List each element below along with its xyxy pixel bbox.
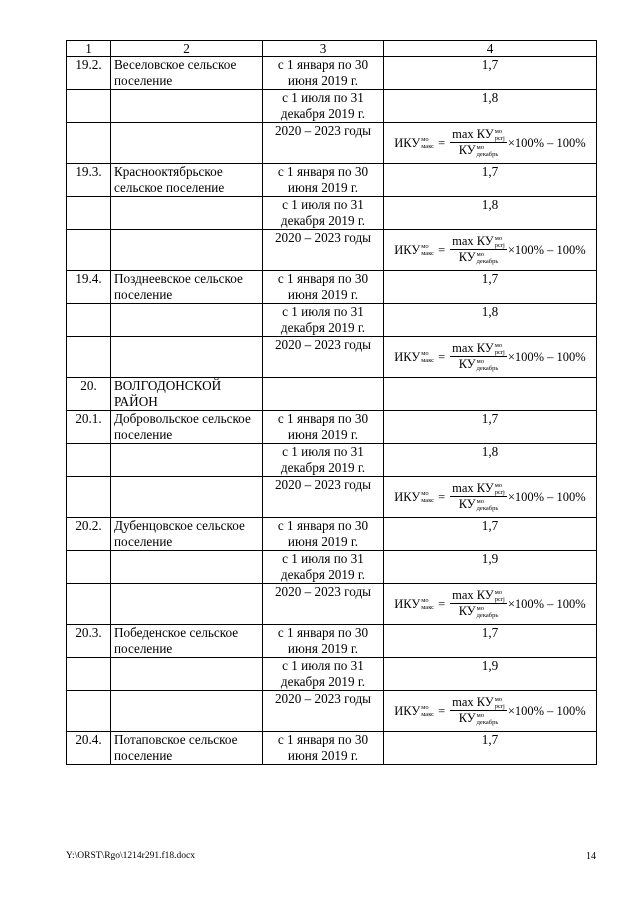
- period-cell: с 1 июля по 31 декабря 2019 г.: [263, 444, 384, 477]
- period-cell: 2020 – 2023 годы: [263, 584, 384, 625]
- iku-formula: [387, 481, 593, 512]
- municipality-cell: [111, 337, 263, 378]
- denominator-text: КУ: [458, 497, 476, 512]
- formula-equals: =: [438, 703, 446, 718]
- superscript: мо: [476, 144, 484, 152]
- formula-lhs: ИКУ: [394, 703, 421, 718]
- row-number-cell: [67, 230, 111, 271]
- formula-lhs: ИКУ: [394, 596, 421, 611]
- row-number-cell: [67, 123, 111, 164]
- subscript: pcrj: [494, 349, 505, 357]
- index-group: [421, 136, 434, 150]
- table-row: [67, 57, 597, 90]
- value-cell: [384, 584, 597, 625]
- value-cell: 1,9: [384, 551, 597, 584]
- row-number-cell: [67, 691, 111, 732]
- header-cell: 1: [67, 41, 111, 57]
- formula-fraction: [450, 481, 507, 512]
- period-cell: с 1 июля по 31 декабря 2019 г.: [263, 551, 384, 584]
- value-cell: 1,7: [384, 57, 597, 90]
- subscript: декабрь: [476, 365, 499, 373]
- subscript: макс: [421, 496, 435, 504]
- header-row: [67, 41, 597, 57]
- period-cell: с 1 июля по 31 декабря 2019 г.: [263, 90, 384, 123]
- row-number-cell: 20.4.: [67, 732, 111, 765]
- index-group: [477, 358, 499, 372]
- numerator-text: max КУ: [452, 341, 494, 355]
- row-number-cell: [67, 444, 111, 477]
- formula-fraction: [450, 234, 507, 265]
- index-group: [477, 712, 499, 726]
- period-cell: с 1 июля по 31 декабря 2019 г.: [263, 197, 384, 230]
- formula-numerator: [450, 234, 507, 250]
- formula-equals: =: [438, 596, 446, 611]
- value-cell: 1,8: [384, 197, 597, 230]
- value-cell: 1,8: [384, 304, 597, 337]
- formula-fraction: [450, 127, 507, 158]
- superscript: мо: [494, 589, 503, 597]
- municipality-cell: Победенское сельское поселение: [111, 625, 263, 658]
- value-cell: [384, 123, 597, 164]
- period-cell: 2020 – 2023 годы: [263, 123, 384, 164]
- denominator-text: КУ: [458, 357, 476, 372]
- formula-tail: ×100% – 100%: [507, 242, 586, 257]
- period-cell: 2020 – 2023 годы: [263, 337, 384, 378]
- row-number-cell: 20.3.: [67, 625, 111, 658]
- formula-fraction: [450, 341, 507, 372]
- table-row: [67, 90, 597, 123]
- table-row: [67, 518, 597, 551]
- formula-lhs: ИКУ: [394, 135, 421, 150]
- index-group: [477, 498, 499, 512]
- table-row: [67, 411, 597, 444]
- formula-tail: ×100% – 100%: [507, 703, 586, 718]
- header-cell: 2: [111, 41, 263, 57]
- table-row: [67, 304, 597, 337]
- subscript: pcrj: [494, 135, 505, 143]
- row-number-cell: 20.1.: [67, 411, 111, 444]
- subscript: декабрь: [476, 258, 499, 266]
- municipality-cell: Потаповское сельское поселение: [111, 732, 263, 765]
- row-number-cell: [67, 658, 111, 691]
- formula-numerator: [450, 588, 507, 604]
- formula-lhs: ИКУ: [394, 242, 421, 257]
- superscript: мо: [421, 489, 429, 497]
- formula-lhs: ИКУ: [394, 489, 421, 504]
- municipality-cell: [111, 230, 263, 271]
- subscript: pcrj: [494, 242, 505, 250]
- row-number-cell: 19.2.: [67, 57, 111, 90]
- period-cell: [263, 378, 384, 411]
- formula-fraction: [450, 695, 507, 726]
- table-row: [67, 444, 597, 477]
- municipality-cell: ВОЛГОДОНСКОЙ РАЙОН: [111, 378, 263, 411]
- period-cell: с 1 июля по 31 декабря 2019 г.: [263, 304, 384, 337]
- table-row: [67, 732, 597, 765]
- superscript: мо: [494, 128, 503, 136]
- subscript: макс: [421, 249, 435, 257]
- subscript: декабрь: [476, 151, 499, 159]
- period-cell: 2020 – 2023 годы: [263, 230, 384, 271]
- formula-numerator: [450, 695, 507, 711]
- superscript: мо: [421, 596, 429, 604]
- value-cell: 1,7: [384, 732, 597, 765]
- table-row: [67, 625, 597, 658]
- period-cell: 2020 – 2023 годы: [263, 691, 384, 732]
- value-cell: [384, 230, 597, 271]
- value-cell: 1,7: [384, 271, 597, 304]
- index-group: [495, 342, 505, 356]
- superscript: мо: [421, 242, 429, 250]
- period-cell: с 1 января по 30 июня 2019 г.: [263, 518, 384, 551]
- superscript: мо: [476, 498, 484, 506]
- superscript: мо: [476, 712, 484, 720]
- subscript: pcrj: [494, 596, 505, 604]
- value-cell: 1,7: [384, 164, 597, 197]
- value-cell: 1,8: [384, 90, 597, 123]
- formula-equals: =: [438, 135, 446, 150]
- period-cell: с 1 января по 30 июня 2019 г.: [263, 411, 384, 444]
- index-group: [421, 490, 434, 504]
- superscript: мо: [494, 696, 503, 704]
- superscript: мо: [476, 251, 484, 259]
- formula-equals: =: [438, 489, 446, 504]
- formula-row: [67, 230, 597, 271]
- denominator-text: КУ: [458, 604, 476, 619]
- subscript: макс: [421, 710, 435, 718]
- formula-lhs: ИКУ: [394, 349, 421, 364]
- formula-denominator: [457, 711, 501, 726]
- value-cell: [384, 477, 597, 518]
- formula-fraction: [450, 588, 507, 619]
- formula-equals: =: [438, 242, 446, 257]
- iku-formula: [387, 695, 593, 726]
- table-row: [67, 197, 597, 230]
- municipality-cell: [111, 477, 263, 518]
- row-number-cell: [67, 197, 111, 230]
- formula-row: [67, 337, 597, 378]
- municipality-cell: [111, 123, 263, 164]
- header-cell: 4: [384, 41, 597, 57]
- numerator-text: max КУ: [452, 127, 494, 141]
- municipality-cell: Позднеевское сельское поселение: [111, 271, 263, 304]
- row-number-cell: [67, 90, 111, 123]
- municipality-cell: [111, 658, 263, 691]
- row-number-cell: 19.3.: [67, 164, 111, 197]
- superscript: мо: [494, 482, 503, 490]
- table-row: [67, 658, 597, 691]
- row-number-cell: 20.2.: [67, 518, 111, 551]
- index-group: [495, 128, 505, 142]
- formula-numerator: [450, 127, 507, 143]
- formula-row: [67, 584, 597, 625]
- formula-row: [67, 123, 597, 164]
- value-cell: [384, 378, 597, 411]
- row-number-cell: 19.4.: [67, 271, 111, 304]
- index-group: [495, 235, 505, 249]
- municipality-cell: [111, 444, 263, 477]
- period-cell: с 1 января по 30 июня 2019 г.: [263, 732, 384, 765]
- formula-denominator: [457, 604, 501, 619]
- index-group: [421, 243, 434, 257]
- row-number-cell: 20.: [67, 378, 111, 411]
- tariff-table: [66, 40, 597, 765]
- formula-equals: =: [438, 349, 446, 364]
- index-group: [421, 350, 434, 364]
- index-group: [421, 704, 434, 718]
- superscript: мо: [494, 342, 503, 350]
- formula-numerator: [450, 481, 507, 497]
- formula-denominator: [457, 250, 501, 265]
- iku-formula: [387, 341, 593, 372]
- row-number-cell: [67, 551, 111, 584]
- subscript: декабрь: [476, 612, 499, 620]
- subscript: макс: [421, 603, 435, 611]
- superscript: мо: [476, 358, 484, 366]
- formula-row: [67, 691, 597, 732]
- index-group: [495, 589, 505, 603]
- index-group: [495, 696, 505, 710]
- formula-denominator: [457, 357, 501, 372]
- denominator-text: КУ: [458, 250, 476, 265]
- subscript: pcrj: [494, 703, 505, 711]
- subscript: макс: [421, 356, 435, 364]
- value-cell: [384, 691, 597, 732]
- numerator-text: max КУ: [452, 588, 494, 602]
- superscript: мо: [421, 349, 429, 357]
- formula-tail: ×100% – 100%: [507, 596, 586, 611]
- row-number-cell: [67, 337, 111, 378]
- numerator-text: max КУ: [452, 481, 494, 495]
- value-cell: 1,9: [384, 658, 597, 691]
- table-row: [67, 271, 597, 304]
- index-group: [495, 482, 505, 496]
- formula-numerator: [450, 341, 507, 357]
- municipality-cell: [111, 691, 263, 732]
- period-cell: 2020 – 2023 годы: [263, 477, 384, 518]
- municipality-cell: Добровольское сельское поселение: [111, 411, 263, 444]
- municipality-cell: [111, 584, 263, 625]
- municipality-cell: [111, 197, 263, 230]
- iku-formula: [387, 127, 593, 158]
- subscript: pcrj: [494, 489, 505, 497]
- formula-tail: ×100% – 100%: [507, 489, 586, 504]
- value-cell: 1,7: [384, 518, 597, 551]
- formula-denominator: [457, 497, 501, 512]
- municipality-cell: [111, 90, 263, 123]
- region-row: [67, 378, 597, 411]
- subscript: декабрь: [476, 719, 499, 727]
- municipality-cell: Краснооктябрьское сельское поселение: [111, 164, 263, 197]
- table-row: [67, 551, 597, 584]
- index-group: [477, 144, 499, 158]
- subscript: декабрь: [476, 505, 499, 513]
- municipality-cell: Дубенцовское сельское поселение: [111, 518, 263, 551]
- formula-tail: ×100% – 100%: [507, 349, 586, 364]
- row-number-cell: [67, 304, 111, 337]
- period-cell: с 1 января по 30 июня 2019 г.: [263, 57, 384, 90]
- row-number-cell: [67, 477, 111, 518]
- numerator-text: max КУ: [452, 695, 494, 709]
- index-group: [477, 251, 499, 265]
- period-cell: с 1 июля по 31 декабря 2019 г.: [263, 658, 384, 691]
- period-cell: с 1 января по 30 июня 2019 г.: [263, 164, 384, 197]
- row-number-cell: [67, 584, 111, 625]
- index-group: [477, 605, 499, 619]
- denominator-text: КУ: [458, 143, 476, 158]
- denominator-text: КУ: [458, 711, 476, 726]
- superscript: мо: [494, 235, 503, 243]
- period-cell: с 1 января по 30 июня 2019 г.: [263, 625, 384, 658]
- period-cell: с 1 января по 30 июня 2019 г.: [263, 271, 384, 304]
- iku-formula: [387, 234, 593, 265]
- header-cell: 3: [263, 41, 384, 57]
- formula-denominator: [457, 143, 501, 158]
- footer-file-path: Y:\ORST\Rgo\1214r291.f18.docx: [66, 851, 195, 861]
- formula-tail: ×100% – 100%: [507, 135, 586, 150]
- iku-formula: [387, 588, 593, 619]
- municipality-cell: [111, 304, 263, 337]
- municipality-cell: [111, 551, 263, 584]
- value-cell: 1,8: [384, 444, 597, 477]
- value-cell: 1,7: [384, 625, 597, 658]
- superscript: мо: [476, 605, 484, 613]
- value-cell: 1,7: [384, 411, 597, 444]
- value-cell: [384, 337, 597, 378]
- superscript: мо: [421, 135, 429, 143]
- municipality-cell: Веселовское сельское поселение: [111, 57, 263, 90]
- superscript: мо: [421, 703, 429, 711]
- index-group: [421, 597, 434, 611]
- numerator-text: max КУ: [452, 234, 494, 248]
- footer-page-number: 14: [586, 851, 596, 862]
- formula-row: [67, 477, 597, 518]
- subscript: макс: [421, 142, 435, 150]
- table-row: [67, 164, 597, 197]
